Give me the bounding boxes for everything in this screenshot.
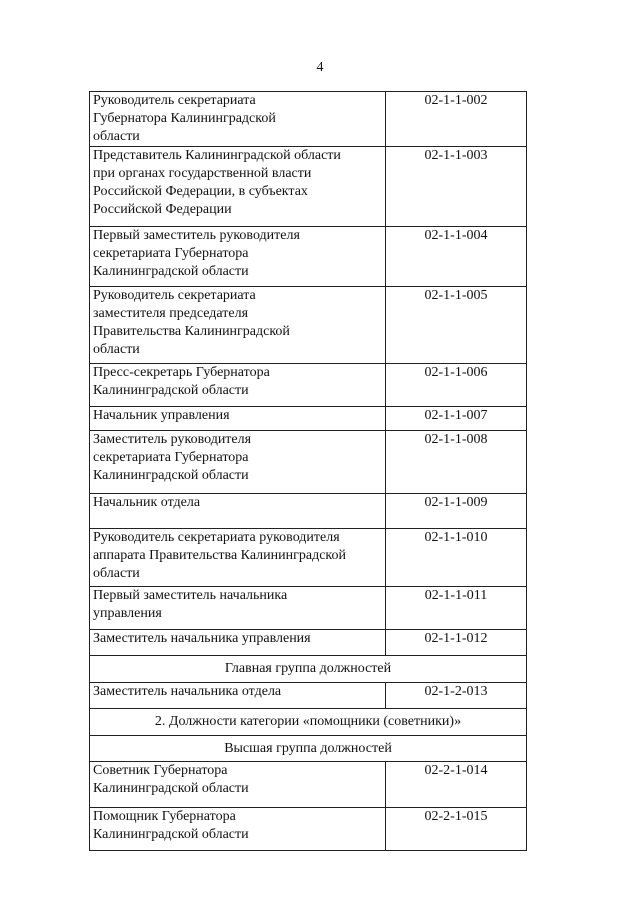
position-code: 02-1-1-003 [386,147,527,227]
position-title [90,364,386,407]
position-code: 02-1-1-007 [386,407,527,431]
position-code: 02-1-1-012 [386,630,527,656]
position-title [90,431,386,494]
page-number: 4 [316,60,324,75]
table-row [90,407,527,431]
table-row [90,494,527,529]
position-code: 02-1-1-009 [386,494,527,529]
position-title [90,587,386,630]
position-title-text: Руководитель секретариата заместителя председателя Правительства Калининградской области [93,288,290,357]
position-title [90,683,386,709]
table-row [90,529,527,587]
table-row [90,587,527,630]
position-title [90,287,386,364]
position-code: 02-1-2-013 [386,683,527,709]
position-code: 02-1-1-005 [386,287,527,364]
position-title [90,92,386,147]
position-title [90,529,386,587]
positions-table [89,91,527,851]
table-row [90,92,527,147]
position-code: 02-1-1-008 [386,431,527,494]
table-row [90,630,527,656]
group-header-row [90,736,527,762]
group-header-row [90,656,527,683]
position-title-text: Помощник Губернатора Калининградской области [93,809,249,842]
position-code: 02-1-1-011 [386,587,527,630]
position-title-text: Пресс-секретарь Губернатора Калининградской области [93,365,270,398]
position-title-text: Заместитель руководителя секретариата Губернатора Калининградской области [93,432,252,483]
category-header-row [90,709,527,736]
table-row [90,287,527,364]
table-row [90,683,527,709]
position-title [90,407,386,431]
table-row [90,431,527,494]
position-title [90,630,386,656]
group-header: Главная группа должностей [90,656,527,683]
position-title [90,808,386,851]
table-row [90,364,527,407]
position-title [90,762,386,808]
position-title-text: Представитель Калининградской области при органах государственной власти Российской Федерации, в субъектах Российской Федерации [93,148,341,217]
table-row [90,227,527,287]
position-code: 02-2-1-015 [386,808,527,851]
position-code: 02-2-1-014 [386,762,527,808]
table-row [90,808,527,851]
position-title-text: Первый заместитель начальника управления [93,588,288,621]
position-code: 02-1-1-006 [386,364,527,407]
position-title [90,147,386,227]
position-title-text: Советник Губернатора Калининградской области [93,763,249,796]
position-title-text: Руководитель секретариата руководителя аппарата Правительства Калининградской области [93,530,347,581]
category-header: 2. Должности категории «помощники (советники)» [90,709,527,736]
table-row [90,762,527,808]
position-title [90,494,386,529]
group-header: Высшая группа должностей [90,736,527,762]
position-title-text: Первый заместитель руководителя секретариата Губернатора Калининградской области [93,228,300,279]
position-title-text: Руководитель секретариата Губернатора Калининградской области [93,93,276,144]
position-title-text: Заместитель начальника управления [93,631,311,646]
position-code: 02-1-1-010 [386,529,527,587]
position-title-text: Начальник управления [93,408,230,423]
position-code: 02-1-1-004 [386,227,527,287]
position-title [90,227,386,287]
table-row [90,147,527,227]
position-title-text: Заместитель начальника отдела [93,684,282,699]
position-title-text: Начальник отдела [93,495,201,510]
position-code: 02-1-1-002 [386,92,527,147]
